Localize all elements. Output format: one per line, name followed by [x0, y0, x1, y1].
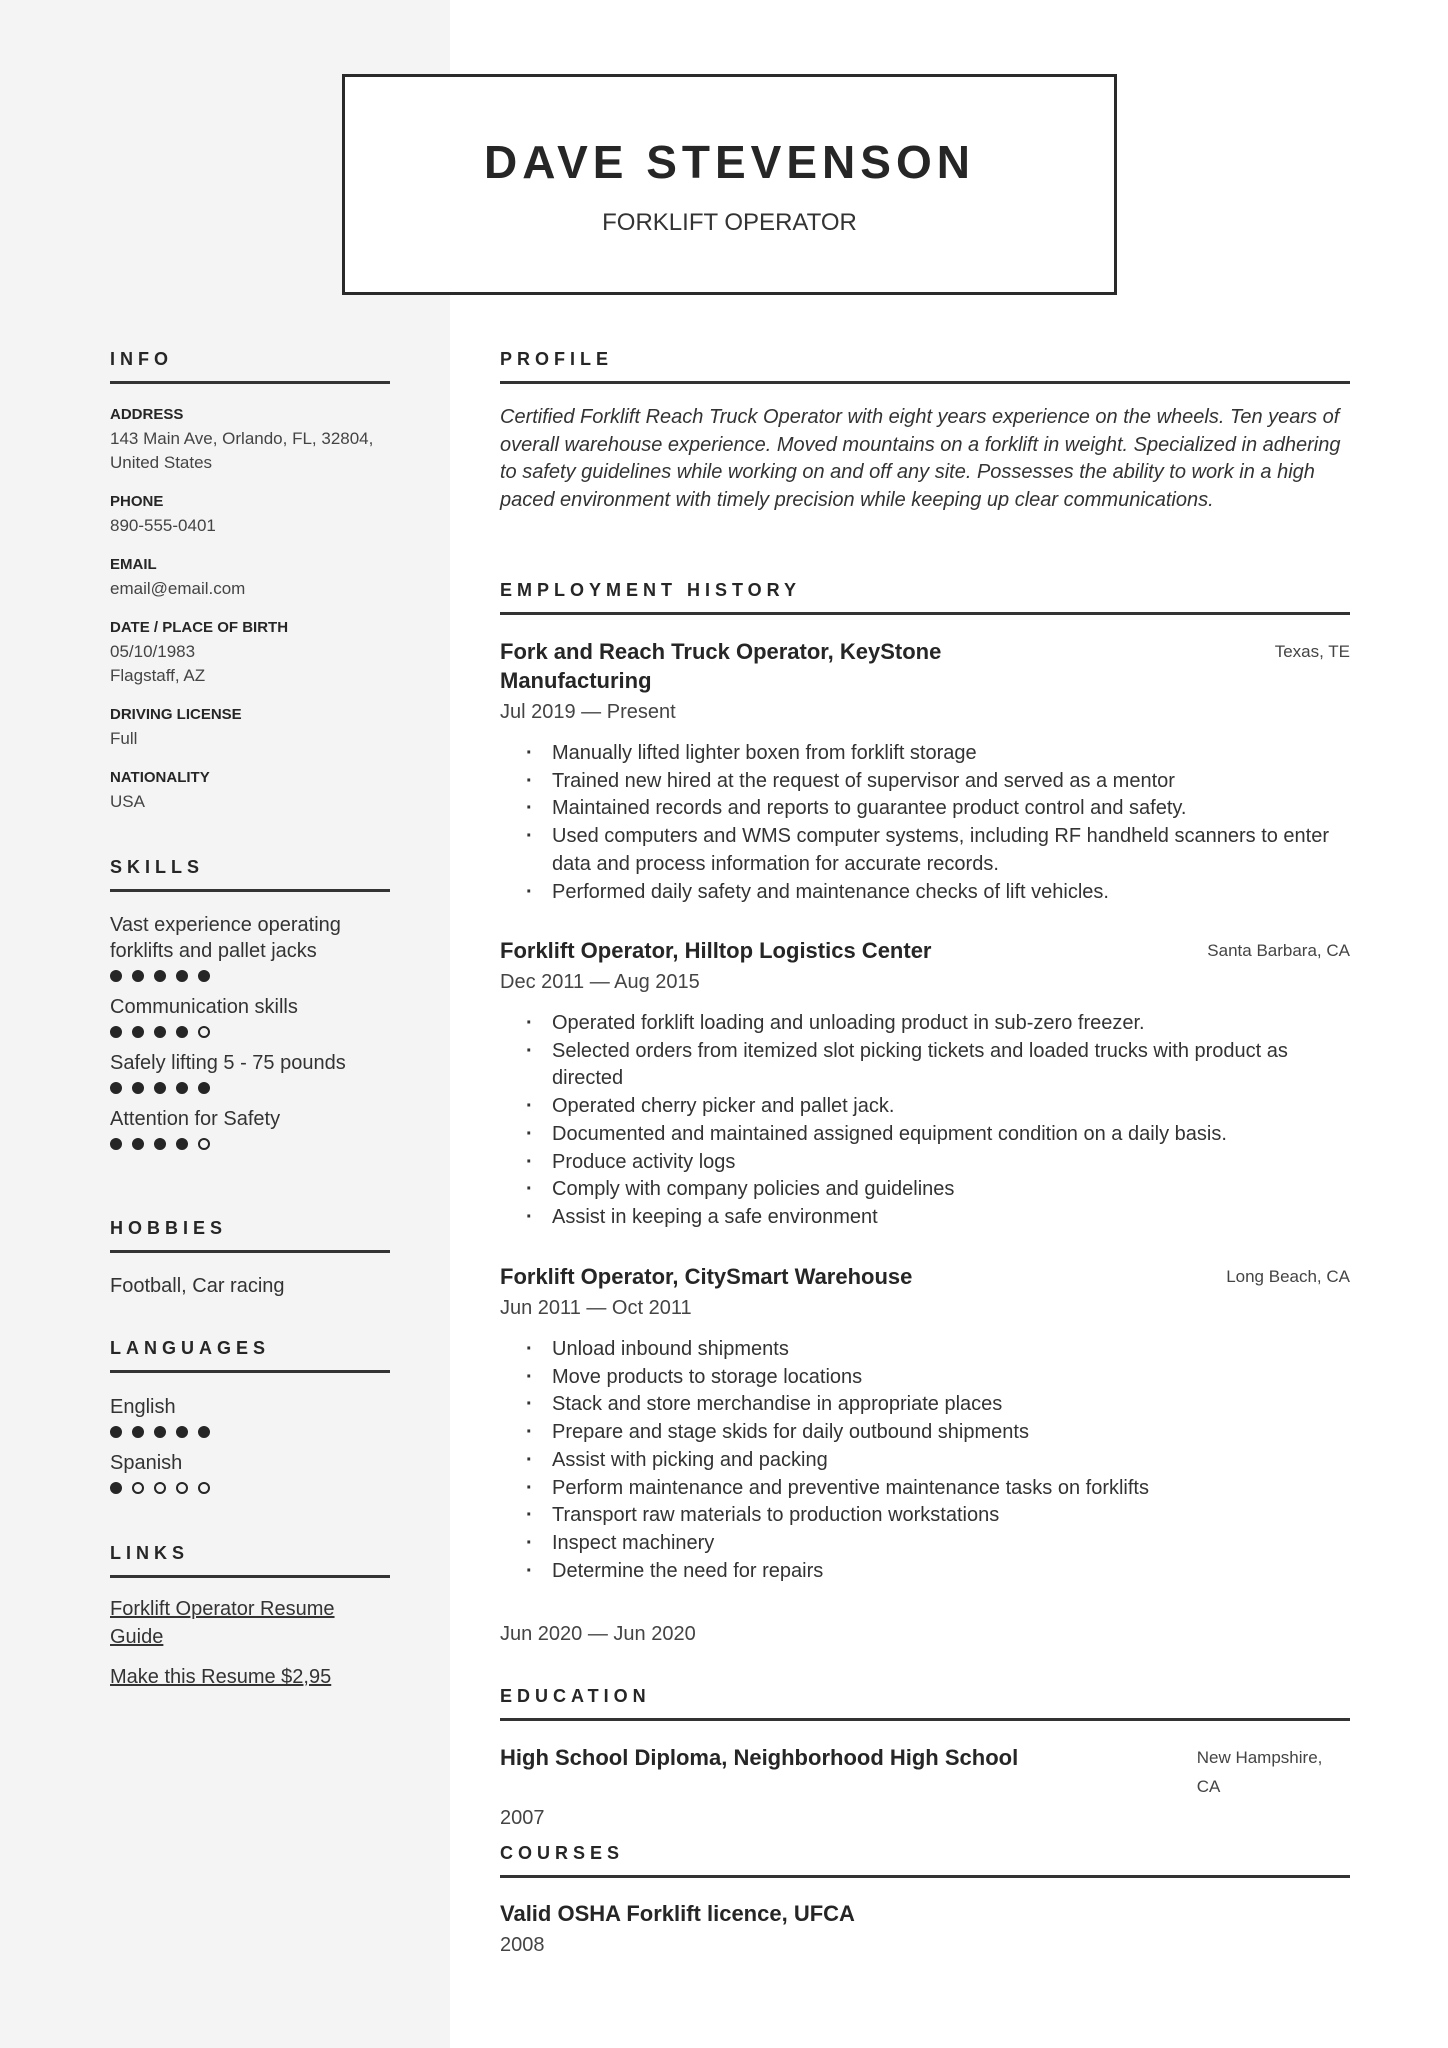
skill-name: Vast experience operating forklifts and pallet jacks [110, 914, 341, 962]
job-header [500, 936, 1350, 965]
job-bullet: · Maintained records and reports to guarantee product control and safety. [552, 795, 1350, 823]
filled-dot-icon [154, 1138, 166, 1150]
profile-text: Certified Forklift Reach Truck Operator with eight years experience on the wheels. Ten years of overall warehouse experience. Moved mountains on a forklift in weight. Specialized in adhering to safety guidelines while working on and off any site. Possesses the ability to work in a high paced environment with timely precision while keeping up clear communications. [500, 406, 1341, 512]
rating-dots [110, 1482, 390, 1494]
info-label: PHONE [110, 493, 164, 510]
rating-dots [110, 1026, 390, 1038]
filled-dot-icon [132, 970, 144, 982]
job-bullet: · Performed daily safety and maintenance checks of lift vehicles. [552, 879, 1350, 907]
courses-heading: COURSES [500, 1841, 1350, 1878]
filled-dot-icon [154, 970, 166, 982]
info-value: 890-555-0401 [110, 516, 216, 535]
job-bullet: · Operated cherry picker and pallet jack. [552, 1093, 1350, 1121]
filled-dot-icon [198, 970, 210, 982]
link-make-resume[interactable]: Make this Resume $2,95 [110, 1666, 332, 1688]
course-year: 2008 [500, 1934, 545, 1956]
hobbies-text: Football, Car racing [110, 1275, 285, 1297]
empty-dot-icon [154, 1482, 166, 1494]
info-value: United States [110, 453, 213, 472]
skill-name: Safely lifting 5 - 75 pounds [110, 1052, 346, 1074]
job-bullet: · Move products to storage locations [552, 1364, 1350, 1392]
skills-list [110, 912, 390, 1162]
filled-dot-icon [110, 1026, 122, 1038]
info-section [110, 403, 390, 814]
filled-dot-icon [132, 1426, 144, 1438]
filled-dot-icon [154, 1026, 166, 1038]
candidate-name: DAVE STEVENSON [484, 136, 975, 188]
job-title: Fork and Reach Truck Operator, KeyStone Manufacturing [500, 639, 942, 693]
job-bullets [500, 1336, 1350, 1585]
info-value: email@email.com [110, 579, 246, 598]
empty-dot-icon [198, 1482, 210, 1494]
info-heading: INFO [110, 347, 390, 384]
job-location: Santa Barbara, CA [1207, 941, 1350, 960]
filled-dot-icon [154, 1426, 166, 1438]
job-bullet: · Assist in keeping a safe environment [552, 1204, 1350, 1232]
link-resume-guide[interactable]: Forklift Operator Resume Guide [110, 1598, 335, 1648]
job-bullet: · Perform maintenance and preventive maintenance tasks on forklifts [552, 1475, 1350, 1503]
filled-dot-icon [110, 970, 122, 982]
empty-dot-icon [176, 1482, 188, 1494]
header-box [342, 74, 1117, 295]
info-value: Flagstaff, AZ [110, 666, 206, 685]
job-bullet: · Produce activity logs [552, 1149, 1350, 1177]
filled-dot-icon [176, 1426, 188, 1438]
job-bullet: · Manually lifted lighter boxen from forklift storage [552, 740, 1350, 768]
education-year: 2007 [500, 1807, 545, 1829]
job-bullet: · Inspect machinery [552, 1530, 1350, 1558]
empty-dot-icon [198, 1026, 210, 1038]
employment-heading: EMPLOYMENT HISTORY [500, 578, 1350, 615]
candidate-title: FORKLIFT OPERATOR [602, 209, 857, 236]
rating-dots [110, 970, 390, 982]
languages-list [110, 1394, 390, 1506]
job-location: Long Beach, CA [1226, 1267, 1350, 1286]
filled-dot-icon [110, 1426, 122, 1438]
filled-dot-icon [198, 1082, 210, 1094]
job-dates: Jul 2019 — Present [500, 701, 676, 723]
job-bullet: · Transport raw materials to production workstations [552, 1502, 1350, 1530]
job-location: Texas, TE [1274, 642, 1350, 661]
links-list [110, 1595, 390, 1703]
empty-dot-icon [198, 1138, 210, 1150]
education-title: High School Diploma, Neighborhood High School [500, 1745, 1019, 1770]
job-bullet: · Selected orders from itemized slot picking tickets and loaded trucks with product as directed [552, 1038, 1350, 1093]
education-location: New Hampshire, CA [1196, 1748, 1323, 1796]
job-title: Forklift Operator, Hilltop Logistics Center [500, 938, 932, 963]
extra-dates: Jun 2020 — Jun 2020 [500, 1623, 696, 1645]
links-heading: LINKS [110, 1541, 390, 1578]
job-bullet: · Determine the need for repairs [552, 1558, 1350, 1586]
info-value: 143 Main Ave, Orlando, FL, 32804, [110, 429, 374, 448]
job-bullet: · Trained new hired at the request of supervisor and served as a mentor [552, 768, 1350, 796]
filled-dot-icon [176, 1026, 188, 1038]
profile-heading: PROFILE [500, 347, 1350, 384]
job-bullet: · Documented and maintained assigned equipment condition on a daily basis. [552, 1121, 1350, 1149]
filled-dot-icon [198, 1426, 210, 1438]
job-bullet: · Comply with company policies and guidelines [552, 1176, 1350, 1204]
course-title: Valid OSHA Forklift licence, UFCA [500, 1901, 855, 1926]
job-header [500, 637, 1350, 695]
job-bullet: · Operated forklift loading and unloading product in sub-zero freezer. [552, 1010, 1350, 1038]
filled-dot-icon [132, 1082, 144, 1094]
rating-dots [110, 1138, 390, 1150]
job-bullet: · Prepare and stage skids for daily outbound shipments [552, 1419, 1350, 1447]
filled-dot-icon [110, 1082, 122, 1094]
job-entry [500, 936, 1350, 1232]
info-value: Full [110, 729, 138, 748]
filled-dot-icon [176, 970, 188, 982]
rating-dots [110, 1426, 390, 1438]
skills-heading: SKILLS [110, 855, 390, 892]
filled-dot-icon [154, 1082, 166, 1094]
filled-dot-icon [110, 1482, 122, 1494]
info-label: NATIONALITY [110, 769, 210, 786]
filled-dot-icon [176, 1138, 188, 1150]
course-entry [500, 1899, 1350, 1959]
filled-dot-icon [132, 1138, 144, 1150]
filled-dot-icon [176, 1082, 188, 1094]
job-bullets [500, 1010, 1350, 1232]
hobbies-heading: HOBBIES [110, 1216, 390, 1253]
job-header [500, 1262, 1350, 1291]
skill-name: Attention for Safety [110, 1108, 281, 1130]
job-bullets [500, 740, 1350, 906]
skill-name: Communication skills [110, 996, 298, 1018]
job-bullet: · Used computers and WMS computer systems, including RF handheld scanners to enter data and process information for accurate records. [552, 823, 1350, 878]
info-value: 05/10/1983 [110, 642, 196, 661]
info-label: EMAIL [110, 556, 157, 573]
rating-dots [110, 1082, 390, 1094]
education-heading: EDUCATION [500, 1684, 1350, 1721]
job-bullet: · Stack and store merchandise in appropriate places [552, 1391, 1350, 1419]
info-value: USA [110, 792, 145, 811]
info-label: ADDRESS [110, 406, 184, 423]
empty-dot-icon [132, 1482, 144, 1494]
language-name: Spanish [110, 1452, 183, 1474]
job-dates: Dec 2011 — Aug 2015 [500, 971, 700, 993]
job-bullet: · Assist with picking and packing [552, 1447, 1350, 1475]
languages-heading: LANGUAGES [110, 1336, 390, 1373]
job-bullet: · Unload inbound shipments [552, 1336, 1350, 1364]
education-entry [500, 1743, 1350, 1832]
job-entry [500, 1262, 1350, 1585]
info-label: DATE / PLACE OF BIRTH [110, 619, 289, 636]
language-name: English [110, 1396, 176, 1418]
job-dates: Jun 2011 — Oct 2011 [500, 1297, 692, 1319]
job-title: Forklift Operator, CitySmart Warehouse [500, 1264, 913, 1289]
filled-dot-icon [132, 1026, 144, 1038]
info-label: DRIVING LICENSE [110, 706, 242, 723]
filled-dot-icon [110, 1138, 122, 1150]
job-entry [500, 637, 1350, 906]
